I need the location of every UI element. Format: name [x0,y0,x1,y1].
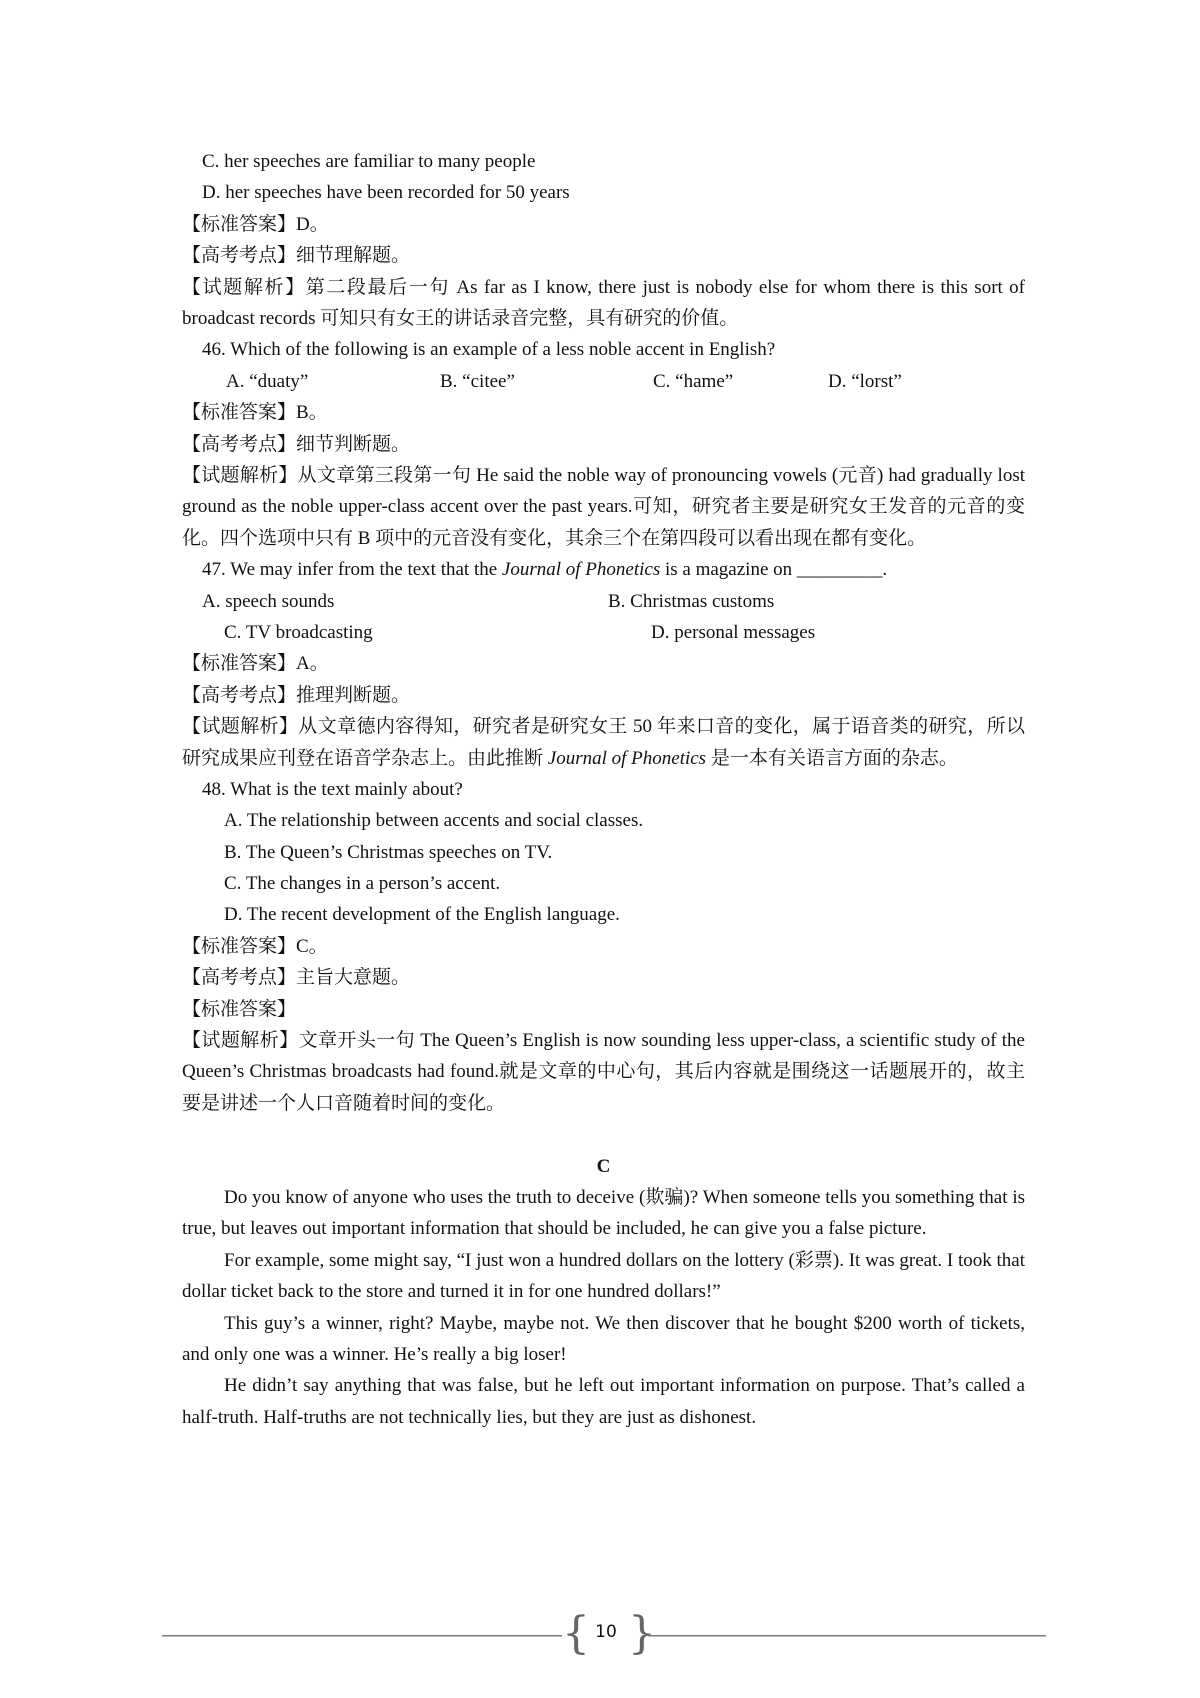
q47-analysis-journal: Journal of Phonetics [547,747,707,769]
q48-option-d: D. The recent development of the English language. [224,904,620,926]
q48-option-c: C. The changes in a person’s accent. [224,873,501,895]
q46-exam-point: 【高考考点】细节判断题。 [182,433,411,455]
q45-option-c: C. her speeches are familiar to many people [202,151,536,172]
page-footer [162,1608,1046,1658]
q47-option-c: C. TV broadcasting [224,621,373,643]
passage-paragraph-4: He didn’t say anything that was false, but he left out important information on purpose. That’s called a half-truth. Half-truths are not technically lies, but they are just as dishonest. [182,1375,1025,1428]
q45-option-d: D. her speeches have been recorded for 50 years [202,182,570,204]
q47-analysis [182,711,1025,774]
passage-paragraph-2: For example, some might say, “I just won a hundred dollars on the lottery (彩票). It was great. I took that dollar ticket back to the store and turned it in for one hundred dollars!” [182,1249,1025,1303]
q47-analysis-pre: 【试题解析】从文章德内容得知，研究者是研究女王 50 年来口音的变化，属于语音类的研究，所以研究成果应刊登在语音学杂志上。由此推断 [182,716,1025,769]
footer-rule-left [162,1635,562,1637]
q46-option-c: C. “hame” [653,370,734,392]
q47-answer: 【标准答案】A。 [182,653,329,675]
q45-analysis: 【试题解析】第二段最后一句 As far as I know, there just is nobody else for whom there is this sort of broadcast records 可知只有女王的讲话录音完整，具有研究的价值。 [182,276,1025,329]
q48-exam-point: 【高考考点】主旨大意题。 [182,967,411,989]
q45-answer: 【标准答案】D。 [182,213,329,235]
section-c-heading: C [596,1155,611,1177]
q46-option-b: B. “citee” [440,370,515,392]
q47-options-row1 [182,586,1025,617]
q47-analysis-post: 是一本有关语言方面的杂志。 [706,747,958,769]
q46-question: 46. Which of the following is an example of a less noble accent in English? [202,339,776,361]
footer-rule-right [648,1635,1046,1637]
page-number: 10 [595,1622,617,1642]
q48-option-a: A. The relationship between accents and social classes. [224,810,644,832]
q48-analysis: 【试题解析】文章开头一句 The Queen’s English is now sounding less upper-class, a scientific study of the Queen’s Christmas broadcasts had found.就是文章的中心句，其后内容就是围绕这一话题展开的，故主要是讲述一个人口音随着时间的变化。 [182,1030,1025,1114]
q48-question: 48. What is the text mainly about? [202,778,463,800]
q48-option-b: B. The Queen’s Christmas speeches on TV. [224,841,553,863]
q47-option-b: B. Christmas customs [608,590,775,612]
passage-paragraph-3: This guy’s a winner, right? Maybe, maybe not. We then discover that he bought $200 worth of tickets, and only one was a winner. He’s really a big loser! [182,1312,1025,1366]
q46-options [182,366,1025,397]
q47-option-d: D. personal messages [651,621,816,643]
q48-answer: 【标准答案】C。 [182,935,328,957]
q47-options-row2 [182,617,1025,648]
q47-question-journal: Journal of Phonetics [501,559,661,581]
q47-question-pre: 47. We may infer from the text that the [202,559,502,581]
q47-option-a: A. speech sounds [202,590,335,612]
q48-answer-repeat: 【标准答案】 [182,998,297,1020]
footer-bracket-left: { [562,1608,590,1659]
q47-question-post: is a magazine on _________. [660,559,888,581]
q47-exam-point: 【高考考点】推理判断题。 [182,684,411,706]
passage-paragraph-1: Do you know of anyone who uses the truth to deceive (欺骗)? When someone tells you something that is true, but leaves out important information that should be included, he can give you a false picture. [182,1187,1025,1240]
section-gap [182,1119,1025,1150]
q45-exam-point: 【高考考点】细节理解题。 [182,245,411,267]
q46-option-a: A. “duaty” [226,370,309,392]
q47-question [182,554,1025,585]
footer-bracket-right: } [628,1608,656,1659]
q46-answer: 【标准答案】B。 [182,402,328,424]
q46-analysis: 【试题解析】从文章第三段第一句 He said the noble way of pronouncing vowels (元音) had gradually lost ground as the noble upper-class accent over the past years.可知，研究者主要是研究女王发音的元音的变化。四个选项中只有 B 项中的元音没有变化，其余三个在第四段可以看出现在都有变化。 [182,464,1025,549]
q46-option-d: D. “lorst” [828,370,902,392]
document-body [182,146,1025,1433]
